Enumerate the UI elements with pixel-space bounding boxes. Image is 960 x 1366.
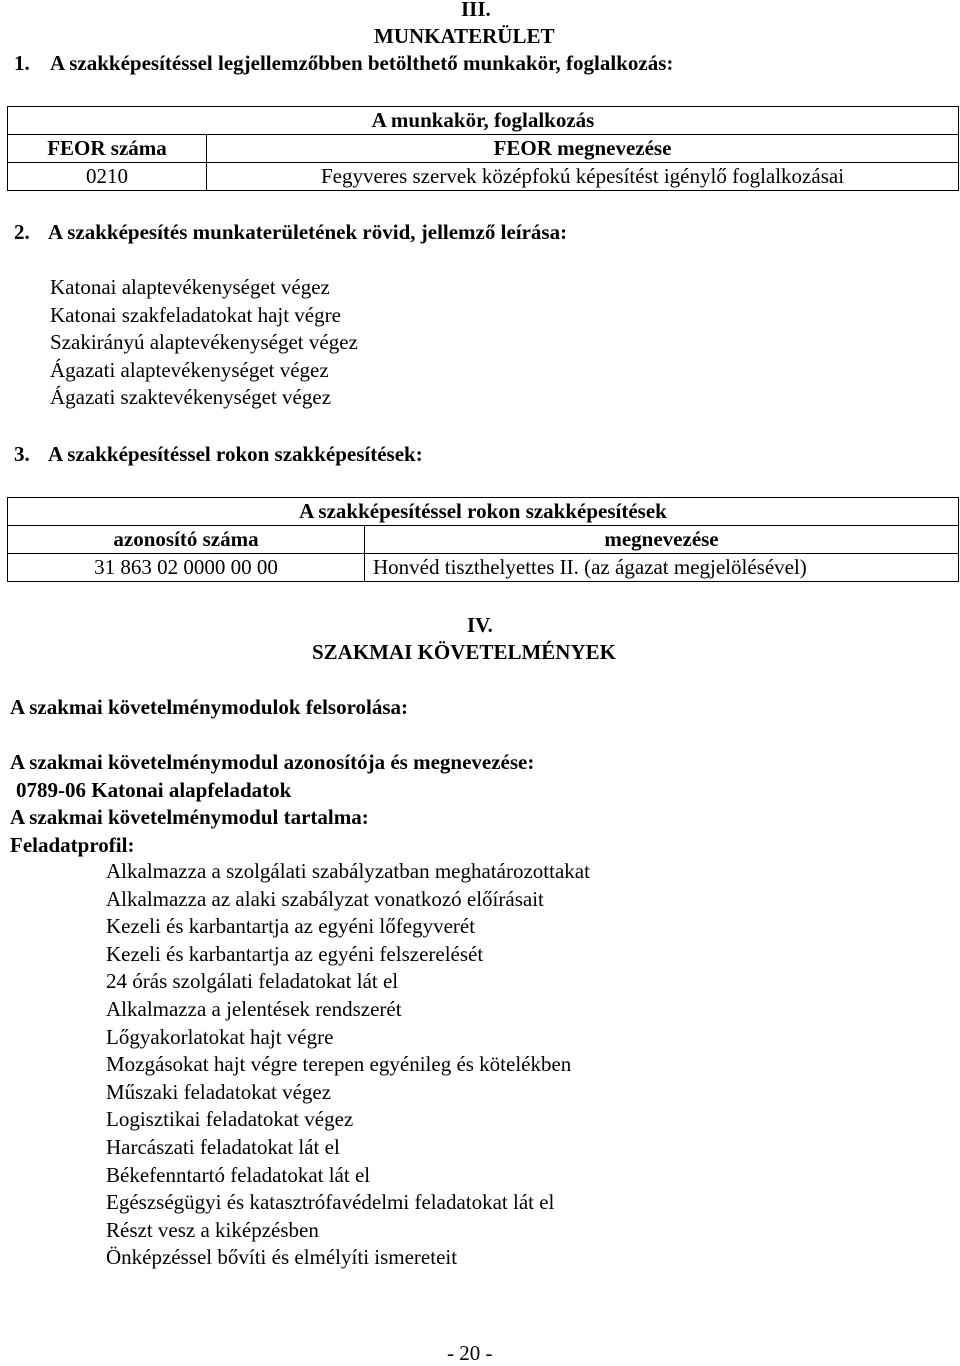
list-item: Kezeli és karbantartja az egyéni lőfegyverét xyxy=(106,914,476,939)
work-area-description-list xyxy=(50,274,358,412)
section-roman-numeral: III. xyxy=(461,0,491,21)
item-1-number: 1. xyxy=(14,51,30,75)
list-item: Szakirányú alaptevékenységet végez xyxy=(50,330,358,355)
table-row xyxy=(8,554,959,582)
list-item: Lőgyakorlatokat hajt végre xyxy=(106,1024,334,1049)
list-item: Ágazati szaktevékenységet végez xyxy=(50,385,332,410)
table-header: A szakképesítéssel rokon szakképesítések xyxy=(8,498,959,526)
list-item: Alkalmazza az alaki szabályzat vonatkozó előírásait xyxy=(106,886,544,911)
list-item: Logisztikai feladatokat végez xyxy=(106,1107,354,1132)
list-item: Részt vesz a kiképzésben xyxy=(106,1217,319,1242)
item-3-number: 3. xyxy=(14,442,30,466)
module-id-title: A szakmai követelménymodul azonosítója és megnevezése: xyxy=(10,750,535,774)
table-header-row xyxy=(8,498,959,526)
qualification-code-cell: 31 863 02 0000 00 00 xyxy=(8,554,365,582)
modules-list-title: A szakmai követelménymodulok felsorolása: xyxy=(10,695,409,719)
list-item: Mozgásokat hajt végre terepen egyénileg és kötelékben xyxy=(106,1052,572,1077)
list-item: Ágazati alaptevékenységet végez xyxy=(50,357,329,382)
table-column-header-row xyxy=(8,135,959,163)
section-roman-numeral: IV. xyxy=(467,613,493,637)
qualification-name-cell: Honvéd tiszthelyettes II. (az ágazat megjelölésével) xyxy=(365,554,959,582)
list-item: Katonai szakfeladatokat hajt végre xyxy=(50,302,341,327)
item-3-title: A szakképesítéssel rokon szakképesítések: xyxy=(48,442,423,466)
table-header: A munkakör, foglalkozás xyxy=(8,107,959,135)
list-item: Békefenntartó feladatokat lát el xyxy=(106,1162,371,1187)
table-column-header-row xyxy=(8,526,959,554)
list-item: Alkalmazza a szolgálati szabályzatban meghatározottakat xyxy=(106,859,590,883)
section-title: SZAKMAI KÖVETELMÉNYEK xyxy=(312,640,616,664)
task-profile-list xyxy=(106,858,590,1272)
list-item: Egészségügyi és katasztrófavédelmi feladatokat lát el xyxy=(106,1190,555,1215)
item-2-title: A szakképesítés munkaterületének rövid, jellemző leírása: xyxy=(48,220,568,244)
list-item: Kezeli és karbantartja az egyéni felszerelését xyxy=(106,941,484,966)
list-item: Alkalmazza a jelentések rendszerét xyxy=(106,996,402,1021)
table-header-row xyxy=(8,107,959,135)
module-id: 0789-06 Katonai alapfeladatok xyxy=(16,778,292,802)
list-item: Katonai alaptevékenységet végez xyxy=(50,275,330,299)
column-header-feor-number: FEOR száma xyxy=(8,135,207,163)
item-2-number: 2. xyxy=(14,220,30,244)
section-title: MUNKATERÜLET xyxy=(374,24,555,48)
list-item: Önképzéssel bővíti és elmélyíti ismereteit xyxy=(106,1245,458,1270)
related-qualifications-table xyxy=(7,497,959,582)
page-number: - 20 - xyxy=(447,1341,493,1365)
column-header-id-number: azonosító száma xyxy=(8,526,365,554)
feor-table xyxy=(7,106,959,191)
item-1-title: A szakképesítéssel legjellemzőbben betölthető munkakör, foglalkozás: xyxy=(50,51,674,75)
list-item: 24 órás szolgálati feladatokat lát el xyxy=(106,969,399,994)
list-item: Műszaki feladatokat végez xyxy=(106,1079,332,1104)
column-header-feor-name: FEOR megnevezése xyxy=(207,135,959,163)
table-row xyxy=(8,163,959,191)
feor-name-cell: Fegyveres szervek középfokú képesítést igénylő foglalkozásai xyxy=(207,163,959,191)
profile-title: Feladatprofil: xyxy=(10,833,135,857)
column-header-name: megnevezése xyxy=(365,526,959,554)
list-item: Harcászati feladatokat lát el xyxy=(106,1134,340,1159)
feor-code-cell: 0210 xyxy=(8,163,207,191)
module-content-title: A szakmai követelménymodul tartalma: xyxy=(10,805,369,829)
